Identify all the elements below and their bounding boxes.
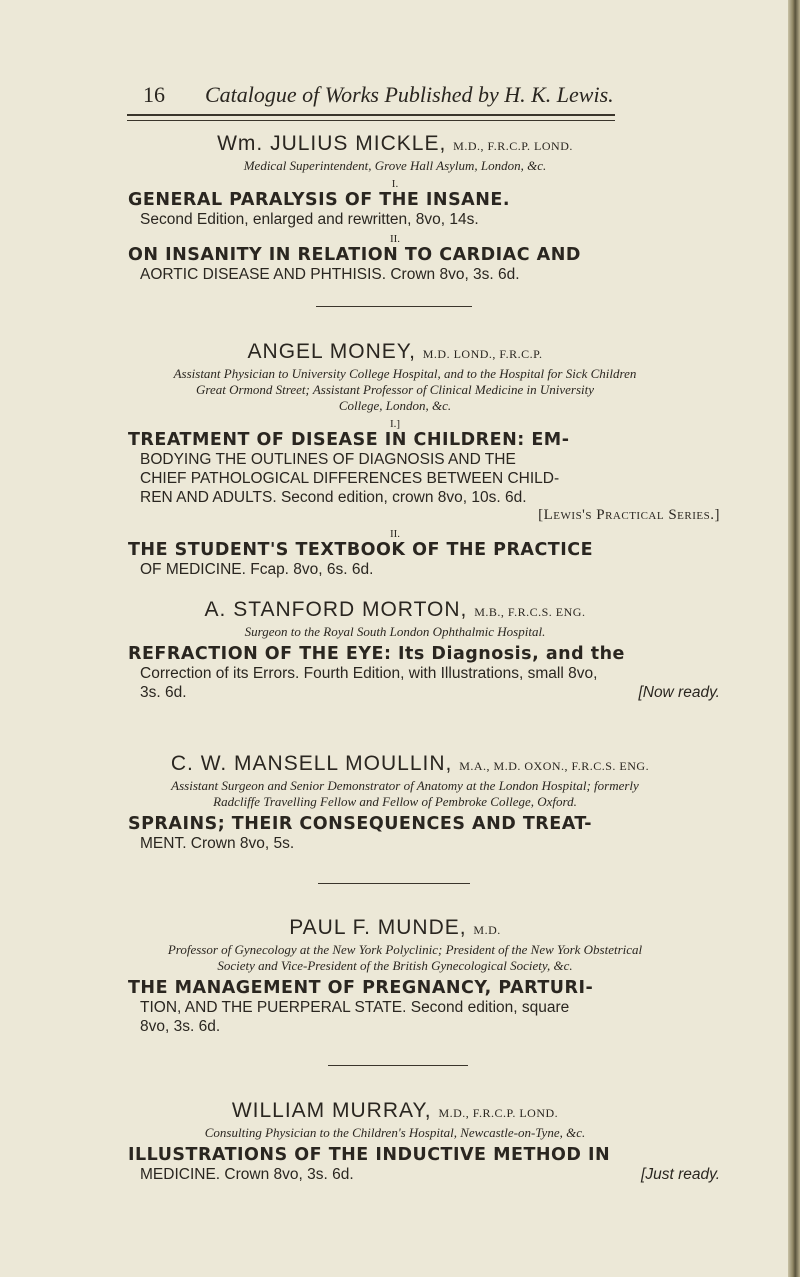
work-title: GENERAL PARALYSIS OF THE INSANE.	[128, 190, 510, 210]
page-number: 16	[143, 82, 165, 107]
work-description: BODYING THE OUTLINES OF DIAGNOSIS AND THE	[140, 451, 516, 468]
book-edge	[788, 0, 800, 1277]
work-title: TREATMENT OF DISEASE IN CHILDREN: EM-	[128, 430, 570, 450]
work-description	[140, 1165, 730, 1184]
author-qualifications: M.B., F.R.C.S. ENG.	[474, 605, 586, 619]
work-title: THE MANAGEMENT OF PREGNANCY, PARTURI-	[128, 978, 594, 998]
author-affiliation: Assistant Physician to University College Hospital, and to the Hospital for Sick Children	[173, 366, 637, 381]
work-description: OF MEDICINE. Fcap. 8vo, 6s. 6d.	[140, 561, 374, 578]
work-title: ON INSANITY IN RELATION TO CARDIAC AND	[128, 245, 581, 265]
work-numeral: I.	[391, 178, 399, 190]
author-affiliation: Radcliffe Travelling Fellow and Fellow of Pembroke College, Oxford.	[213, 794, 577, 809]
author-name: A. STANFORD MORTON,	[204, 598, 468, 621]
catalogue-entry	[128, 916, 730, 1036]
author-name: WILLIAM MURRAY,	[231, 1099, 432, 1122]
author-line	[100, 132, 690, 158]
author-qualifications: M.D., F.R.C.P. LOND.	[453, 139, 573, 153]
header-rule	[127, 114, 615, 121]
price-line: MEDICINE. Crown 8vo, 3s. 6d.	[140, 1166, 354, 1183]
author-name: ANGEL MONEY,	[247, 340, 416, 363]
catalogue-entry	[128, 132, 730, 284]
catalogue-entry	[128, 1099, 730, 1184]
section-divider	[316, 306, 472, 307]
availability-note: [Just ready.	[641, 1166, 720, 1183]
work-description: Correction of its Errors. Fourth Edition, with Illustrations, small 8vo,	[140, 665, 598, 682]
author-line	[100, 340, 690, 366]
author-name: PAUL F. MUNDE,	[289, 916, 467, 939]
section-divider	[328, 1065, 468, 1066]
work-title: ILLUSTRATIONS OF THE INDUCTIVE METHOD IN	[128, 1145, 611, 1165]
work-numeral: II.	[389, 233, 401, 245]
author-affiliation: Professor of Gynecology at the New York Polyclinic; President of the New York Obstetrical	[167, 942, 643, 957]
author-qualifications: M.D. LOND., F.R.C.P.	[422, 347, 543, 361]
author-qualifications: M.D.	[473, 923, 501, 937]
author-line	[100, 916, 690, 942]
author-affiliation: Great Ormond Street; Assistant Professor of Clinical Medicine in University	[195, 382, 595, 397]
author-affiliation: Assistant Surgeon and Senior Demonstrator of Anatomy at the London Hospital; formerly	[171, 778, 639, 793]
work-description: 8vo, 3s. 6d.	[140, 1018, 221, 1035]
work-title: REFRACTION OF THE EYE: Its Diagnosis, and the	[128, 644, 625, 664]
price-line: 3s. 6d.	[140, 684, 187, 701]
author-affiliation: Surgeon to the Royal South London Ophthalmic Hospital.	[244, 624, 546, 639]
catalogue-entry	[128, 598, 730, 702]
series-note: [Lewis's Practical Series.]	[538, 507, 720, 523]
catalogue-entry	[128, 752, 730, 853]
section-divider	[318, 883, 470, 884]
catalogue-entry	[128, 340, 730, 579]
author-line	[90, 752, 730, 778]
author-line	[100, 1099, 690, 1125]
work-title: THE STUDENT'S TEXTBOOK OF THE PRACTICE	[128, 540, 594, 560]
work-description: REN AND ADULTS. Second edition, crown 8vo, 10s. 6d.	[140, 489, 527, 506]
work-numeral: II.	[389, 528, 401, 540]
work-description: AORTIC DISEASE AND PHTHISIS. Crown 8vo, 3s. 6d.	[140, 266, 520, 283]
work-title: SPRAINS; THEIR CONSEQUENCES AND TREAT-	[128, 814, 593, 834]
author-affiliation: Medical Superintendent, Grove Hall Asylum, London, &c.	[243, 158, 547, 173]
page-header	[95, 82, 715, 118]
author-name: Wm. JULIUS MICKLE,	[217, 132, 447, 155]
author-affiliation: Society and Vice-President of the British Gynecological Society, &c.	[217, 958, 573, 973]
availability-note: [Now ready.	[638, 684, 720, 701]
author-qualifications: M.D., F.R.C.P. LOND.	[438, 1106, 559, 1120]
author-affiliation: College, London, &c.	[338, 398, 452, 413]
running-title: Catalogue of Works Published by H. K. Lewis.	[205, 82, 614, 107]
work-description	[140, 683, 730, 702]
work-description: CHIEF PATHOLOGICAL DIFFERENCES BETWEEN CHILD-	[140, 470, 560, 487]
work-description: Second Edition, enlarged and rewritten, 8vo, 14s.	[140, 211, 479, 228]
work-numeral: I.]	[389, 418, 401, 430]
author-line	[100, 598, 690, 624]
author-name: C. W. MANSELL MOULLIN,	[170, 752, 453, 775]
author-qualifications: M.A., M.D. OXON., F.R.C.S. ENG.	[459, 759, 650, 773]
author-affiliation: Consulting Physician to the Children's Hospital, Newcastle-on-Tyne, &c.	[204, 1125, 586, 1140]
work-description: TION, AND THE PUERPERAL STATE. Second edition, square	[140, 999, 570, 1016]
work-description: MENT. Crown 8vo, 5s.	[140, 835, 295, 852]
